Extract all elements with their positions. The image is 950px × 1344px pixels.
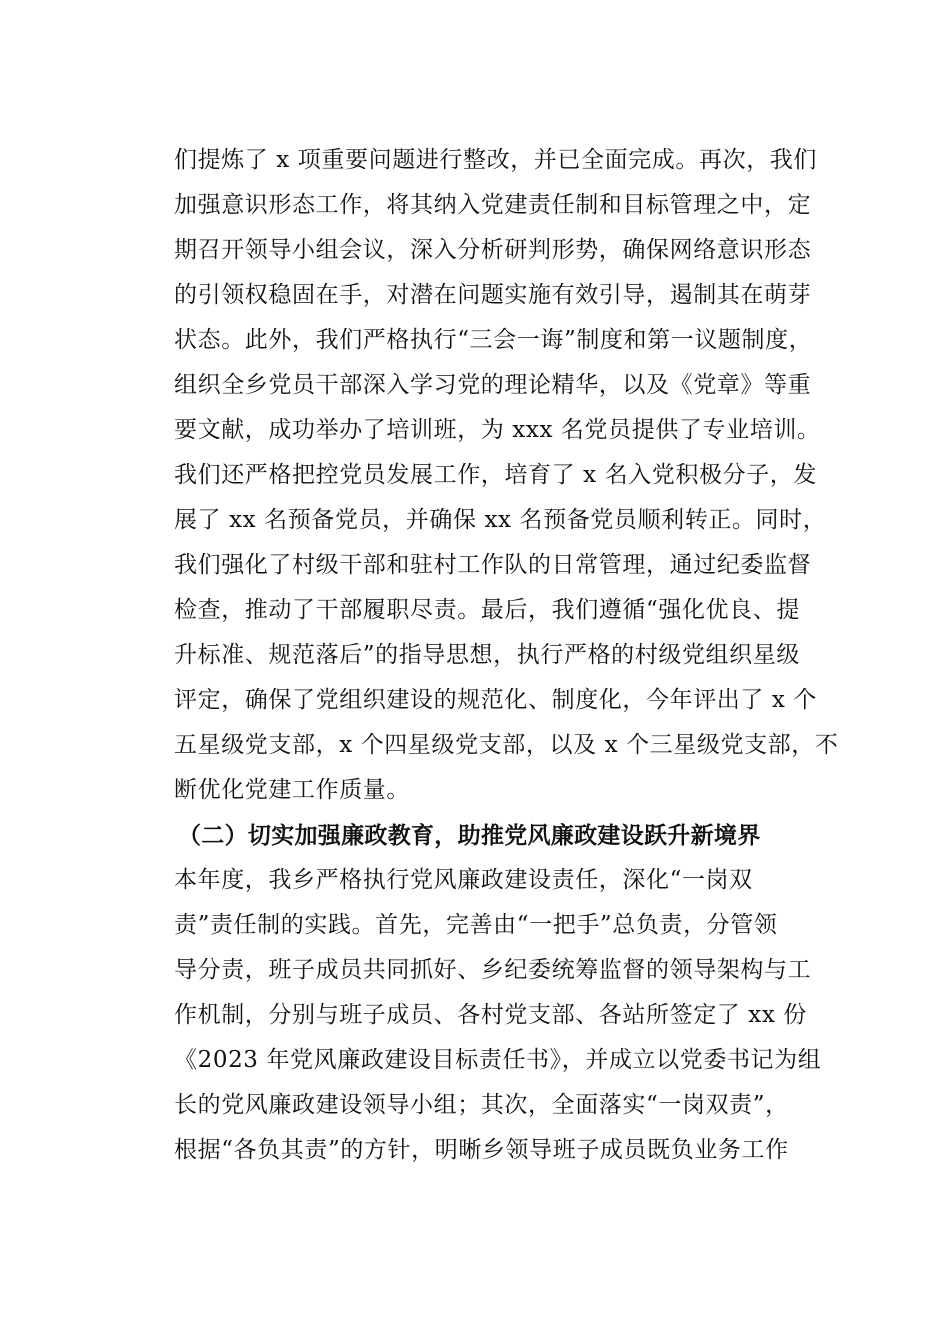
text-line: 责”责任制的实践。首先，完善由“一把手”总负责，分管领 (174, 912, 778, 938)
text-line: 状态。此外，我们严格执行“三会一诲”制度和第一议题制度， (174, 327, 813, 353)
text-line: 导分责，班子成员共同抓好、乡纪委统筹监督的领导架构与工 (174, 957, 812, 983)
text-line: 评定，确保了党组织建设的规范化、制度化，今年评出了 x 个 (174, 687, 817, 713)
text-line: 检查，推动了干部履职尽责。最后，我们遵循“强化优良、提 (174, 597, 800, 623)
text-line: 本年度，我乡严格执行党风廉政建设责任，深化“一岗双 (174, 867, 753, 893)
text-line: 升标准、规范落后”的指导思想，执行严格的村级党组织星级 (174, 642, 800, 668)
text-line: 要文献，成功举办了培训班，为 xxx 名党员提供了专业培训。 (174, 417, 821, 443)
text-line: 作机制，分别与班子成员、各村党支部、各站所签定了 xx 份 (174, 1002, 807, 1028)
text-line: 五星级党支部，x 个四星级党支部，以及 x 个三星级党支部，不 (174, 732, 839, 758)
text-line: 我们还严格把控党员发展工作，培育了 x 名入党积极分子，发 (174, 462, 817, 488)
body-text (174, 138, 839, 1173)
section-heading: （二）切实加强廉政教育，助推党风廉政建设跃升新境界 (178, 822, 761, 849)
text-line: 我们强化了村级干部和驻村工作队的日常管理，通过纪委监督 (174, 552, 812, 578)
text-line: 组织全乡党员干部深入学习党的理论精华，以及《党章》等重 (174, 372, 812, 398)
text-line: 展了 xx 名预备党员，并确保 xx 名预备党员顺利转正。同时， (174, 507, 827, 533)
text-line: 的引领权稳固在手，对潜在问题实施有效引导，遏制其在萌芽 (174, 282, 812, 308)
text-line: 期召开领导小组会议，深入分析研判形势，确保网络意识形态 (174, 237, 812, 263)
text-line: 断优化党建工作质量。 (174, 777, 410, 803)
text-line: 长的党风廉政建设领导小组；其次，全面落实“一岗双责”， (174, 1092, 789, 1118)
text-line: 《2023 年党风廉政建设目标责任书》，并成立以党委书记为组 (174, 1047, 822, 1073)
text-line: 加强意识形态工作，将其纳入党建责任制和目标管理之中，定 (174, 192, 812, 218)
text-line: 根据“各负其责”的方针，明晰乡领导班子成员既负业务工作 (174, 1137, 789, 1163)
text-line: 们提炼了 x 项重要问题进行整改，并已全面完成。再次，我们 (174, 147, 817, 173)
